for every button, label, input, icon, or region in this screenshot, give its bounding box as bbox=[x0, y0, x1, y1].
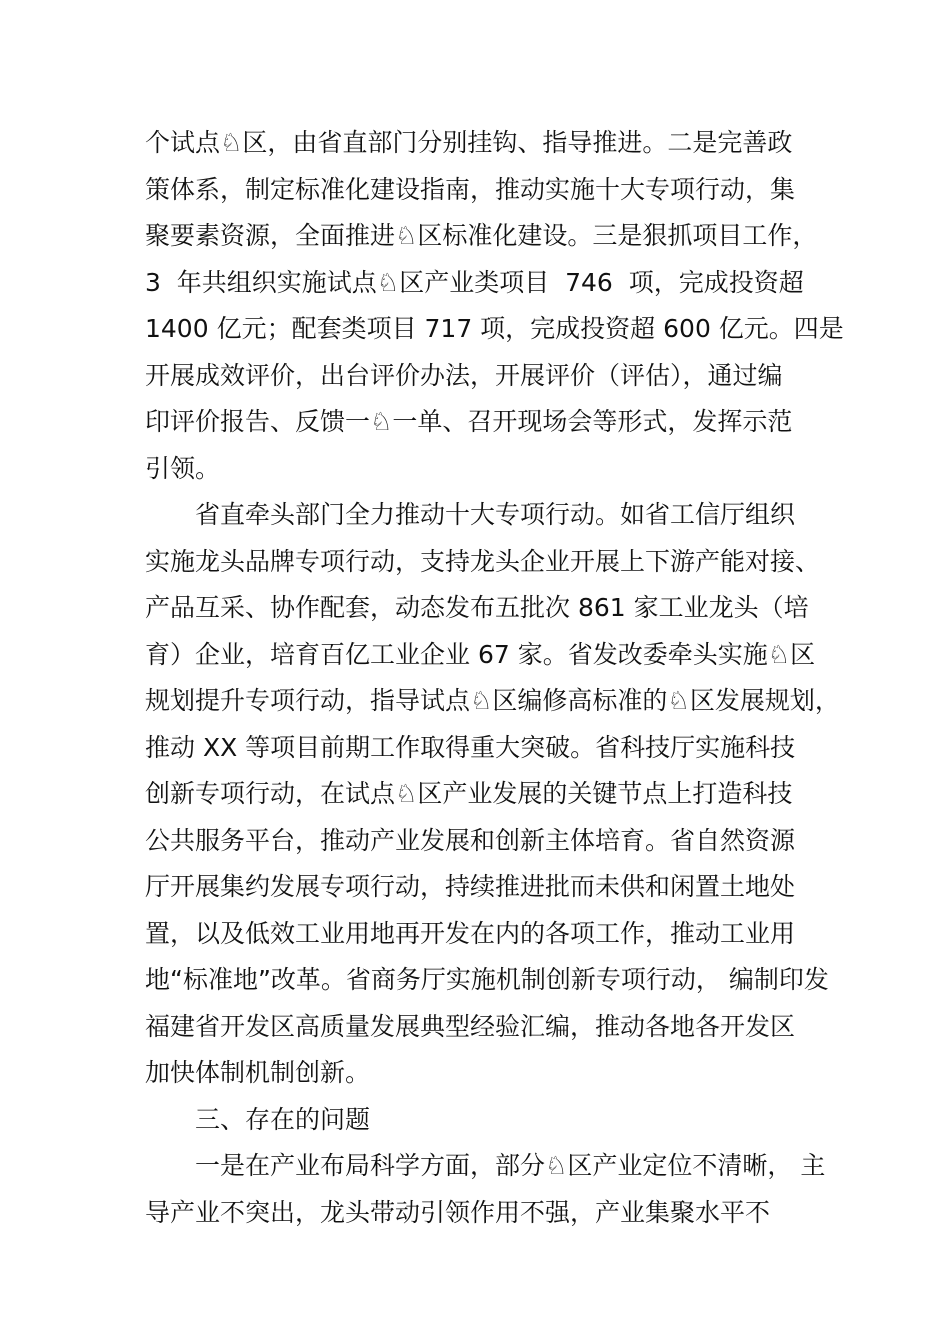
paragraph-line: 开展成效评价，出台评价办法，开展评价（评估），通过编 bbox=[145, 360, 783, 390]
document-body bbox=[145, 120, 844, 1236]
paragraph-line: 导产业不突出，龙头带动引领作用不强，产业集聚水平不 bbox=[145, 1197, 771, 1227]
paragraph-line: 一是在产业布局科学方面，部分♘区产业定位不清晰， 主 bbox=[195, 1151, 826, 1180]
paragraph-line: 置，以及低效工业用地再开发在内的各项工作，推动工业用 bbox=[145, 918, 796, 948]
paragraph-line: 策体系，制定标准化建设指南，推动实施十大专项行动，集 bbox=[145, 174, 796, 204]
paragraph-line: 加快体制机制创新。 bbox=[145, 1058, 371, 1087]
paragraph-line: 地“标准地”改革。省商务厅实施机制创新专项行动， 编制印发 bbox=[145, 965, 829, 994]
paragraph-line: 聚要素资源，全面推进♘区标准化建设。三是狠抓项目工作， bbox=[145, 221, 818, 250]
paragraph-line: 创新专项行动，在试点♘区产业发展的关键节点上打造科技 bbox=[145, 779, 793, 808]
paragraph-line: 1400 亿元；配套类项目 717 项，完成投资超 600 亿元。四是 bbox=[145, 314, 844, 343]
paragraph-line: 产品互采、协作配套，动态发布五批次 861 家工业龙头（培 bbox=[145, 593, 809, 622]
paragraph-line: 福建省开发区高质量发展典型经验汇编，推动各地各开发区 bbox=[145, 1011, 796, 1041]
paragraph-line: 个试点♘区，由省直部门分别挂钩、指导推进。二是完善政 bbox=[145, 128, 793, 157]
paragraph-line: 印评价报告、反馈一♘一单、召开现场会等形式，发挥示范 bbox=[145, 407, 793, 436]
paragraph-line: 3 年共组织实施试点♘区产业类项目 746 项，完成投资超 bbox=[145, 267, 804, 297]
paragraph-line: 省直牵头部门全力推动十大专项行动。如省工信厅组织 bbox=[195, 500, 796, 529]
paragraph-line: 公共服务平台，推动产业发展和创新主体培育。省自然资源 bbox=[145, 825, 796, 855]
paragraph-line: 厅开展集约发展专项行动，持续推进批而未供和闲置土地处 bbox=[145, 872, 796, 901]
section-heading: 三、存在的问题 bbox=[195, 1104, 371, 1134]
paragraph-line: 推动 XX 等项目前期工作取得重大突破。省科技厅实施科技 bbox=[145, 732, 796, 762]
paragraph-line: 育）企业，培育百亿工业企业 67 家。省发改委牵头实施♘区 bbox=[145, 639, 816, 669]
paragraph-line: 规划提升专项行动，指导试点♘区编修高标准的♘区发展规划， bbox=[145, 686, 840, 715]
paragraph-line: 实施龙头品牌专项行动，支持龙头企业开展上下游产能对接、 bbox=[145, 546, 821, 576]
paragraph-line: 引领。 bbox=[145, 453, 221, 483]
